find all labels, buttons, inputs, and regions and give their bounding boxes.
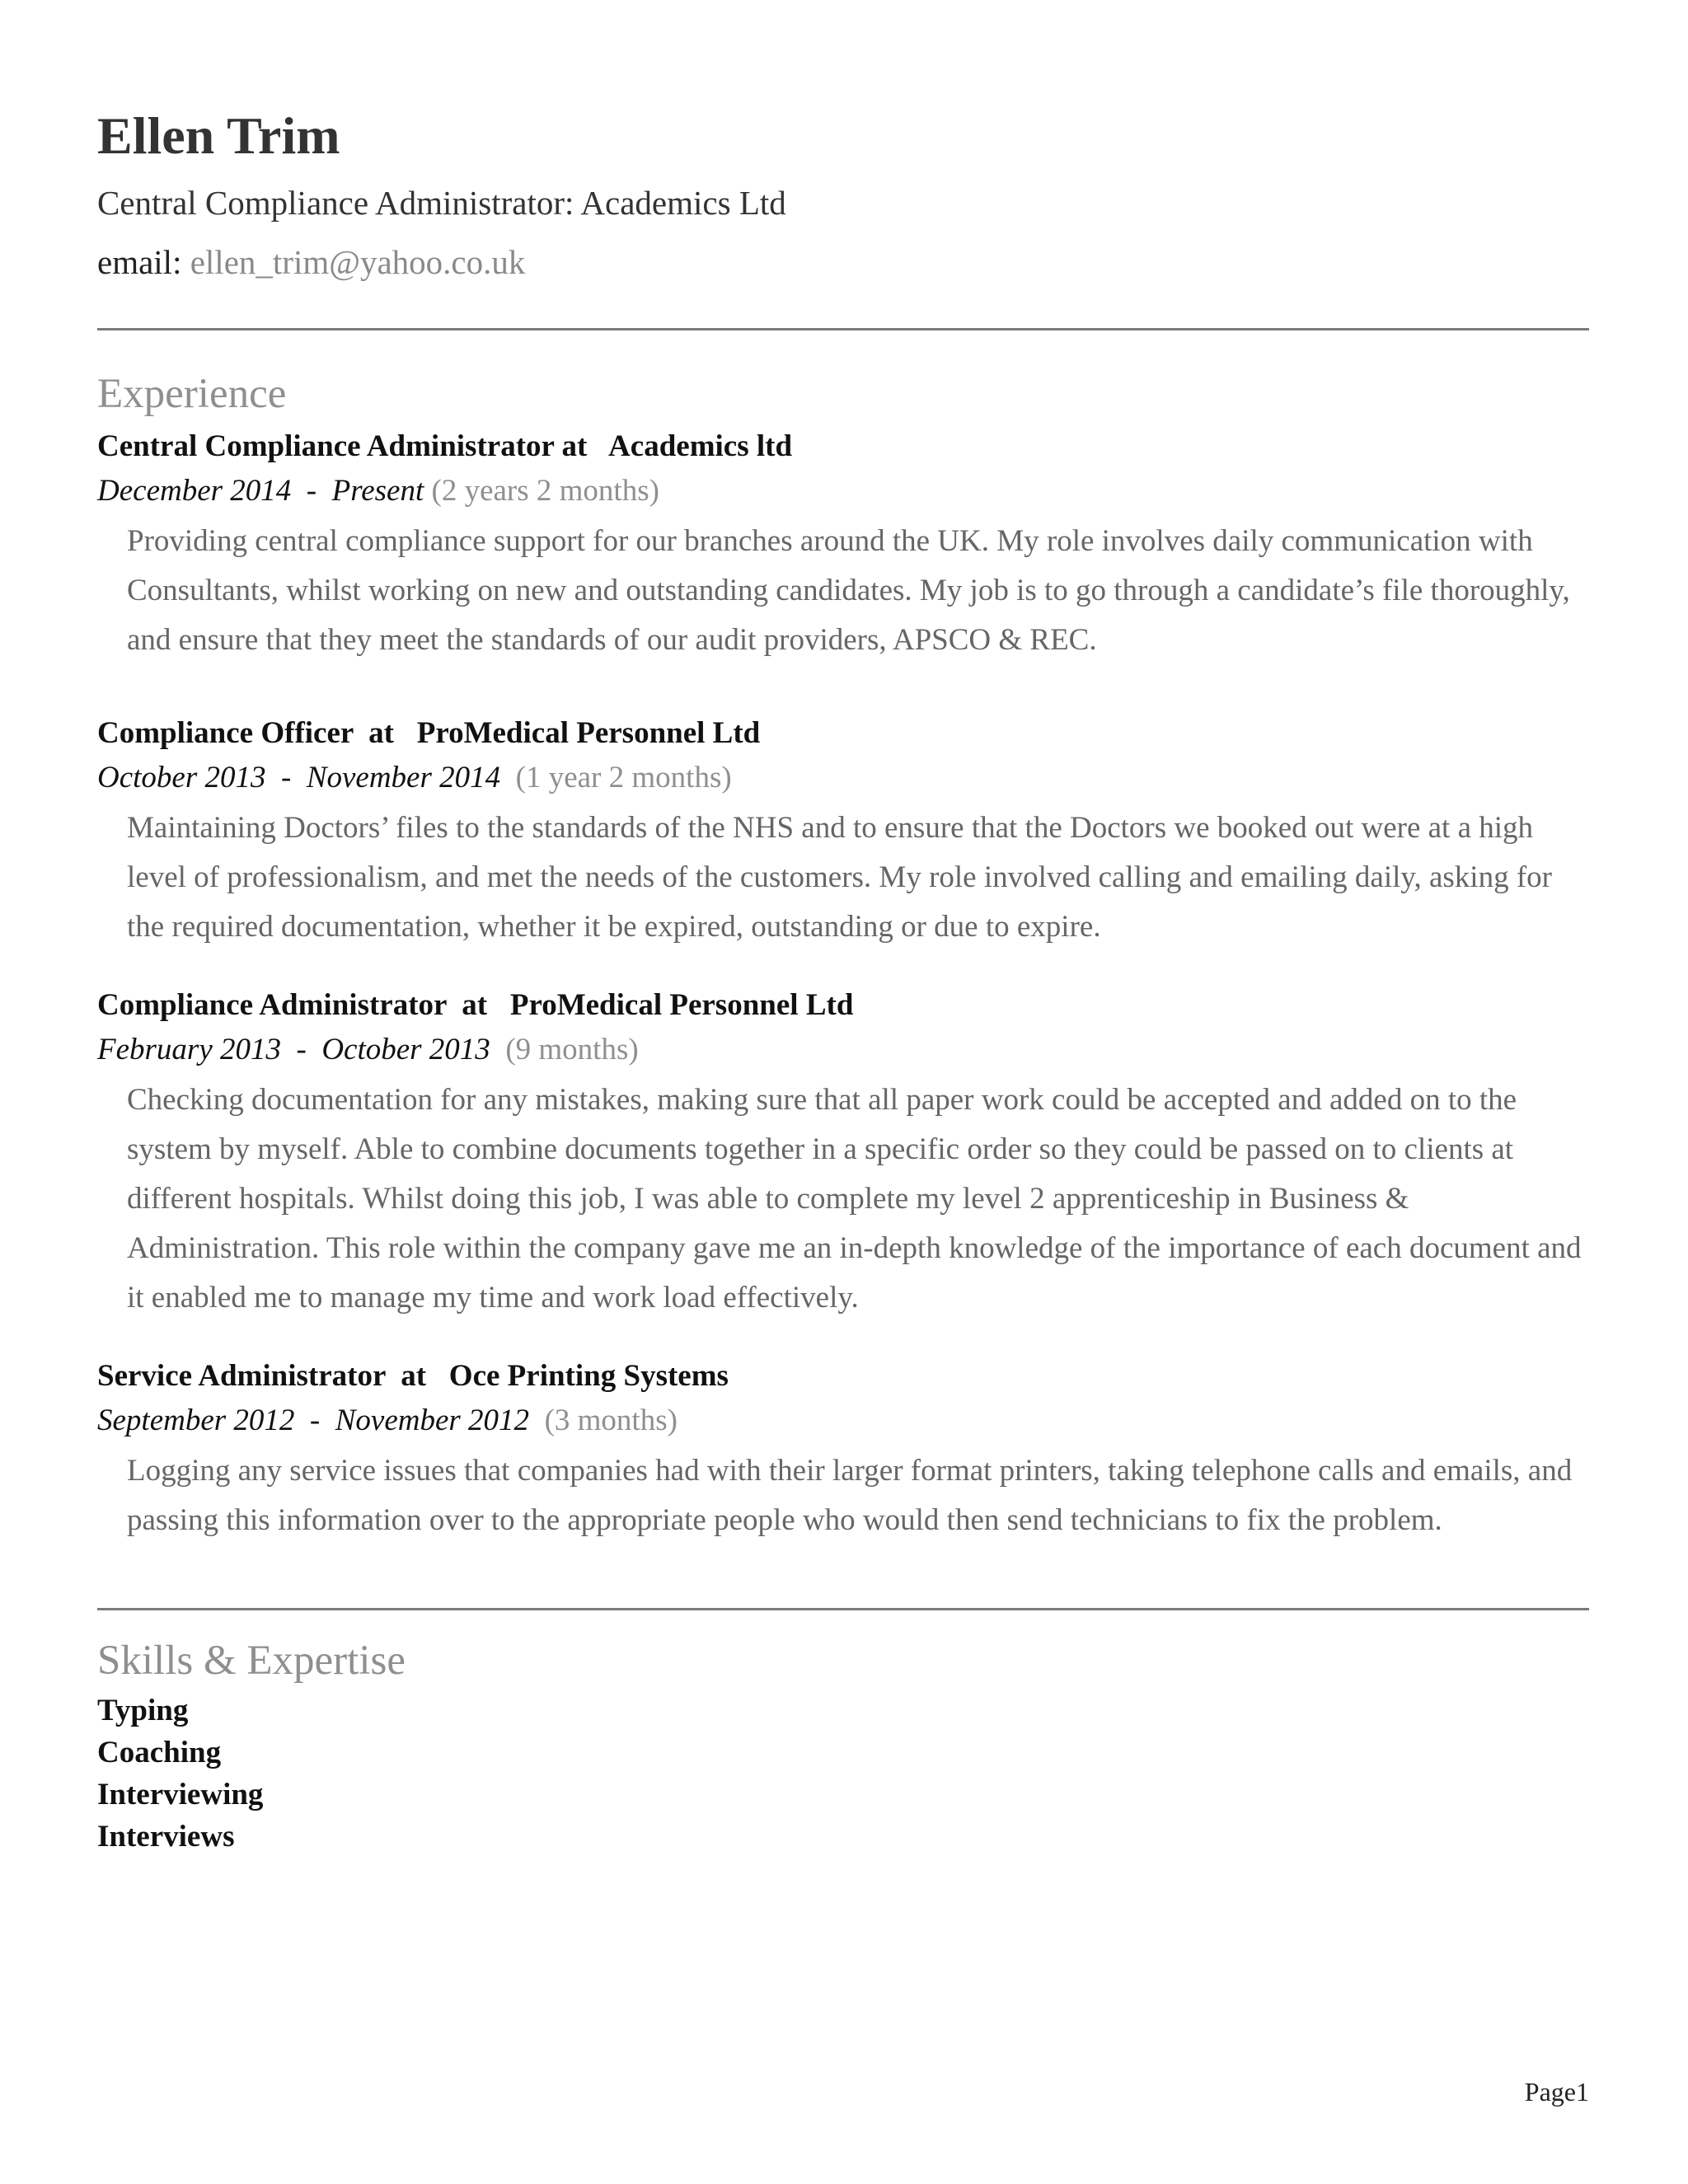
skill-item: Interviewing xyxy=(97,1778,264,1811)
job-description: Logging any service issues that companies had with their larger format printers, taking telephone calls and emails, and passing this information over to the appropriate people who would then send technicians to fix the problem. xyxy=(127,1454,1573,1537)
job-date-range: February 2013 - October 2013 xyxy=(97,1033,490,1066)
skill-item: Interviews xyxy=(97,1820,235,1854)
resume-page xyxy=(97,99,1589,1858)
job-duration: (2 years 2 months) xyxy=(431,474,659,508)
job-title: Central Compliance Administrator at Academics ltd xyxy=(97,429,793,463)
skills-heading: Skills & Expertise xyxy=(97,1638,406,1684)
job-dates xyxy=(97,1028,1589,1072)
job-entry xyxy=(97,424,1589,665)
page-number: Page1 xyxy=(1524,2077,1589,2107)
email-link[interactable]: ellen_trim@yahoo.co.uk xyxy=(190,243,526,281)
job-dates xyxy=(97,756,1589,800)
candidate-name: Ellen Trim xyxy=(97,106,340,165)
job-description: Providing central compliance support for our branches around the UK. My role involves daily communication with Consultants, whilst working on new and outstanding candidates. My job is to go through a candidate’s file thoroughly, and ensure that they meet the standards of our audit providers, APSCO & REC. xyxy=(127,524,1570,657)
job-description: Checking documentation for any mistakes, making sure that all paper work could be accepted and added on to the system by myself. Able to combine documents together in a specific order so they could be passed on to clients at different hospitals. Whilst doing this job, I was able to complete my level 2 apprenticeship in Business & Administration. This role within the company gave me an in-depth knowledge of the importance of each document and it enabled me to manage my time and work load effectively. xyxy=(127,1083,1582,1315)
job-duration: (3 months) xyxy=(544,1404,678,1437)
email-label: email: xyxy=(97,243,182,281)
candidate-headline: Central Compliance Administrator: Academics Ltd xyxy=(97,184,786,222)
job-entry xyxy=(97,711,1589,952)
skill-item: Coaching xyxy=(97,1736,222,1769)
job-entry xyxy=(97,1354,1589,1545)
job-description: Maintaining Doctors’ files to the standards of the NHS and to ensure that the Doctors we booked out were at a high level of professionalism, and met the needs of the customers. My role involved calling and emailing daily, asking for the required documentation, whether it be expired, outstanding or due to expire. xyxy=(127,811,1552,944)
job-date-range: October 2013 - November 2014 xyxy=(97,761,501,794)
job-dates xyxy=(97,469,1589,513)
job-title: Compliance Officer at ProMedical Personnel Ltd xyxy=(97,716,761,750)
section-divider xyxy=(97,1608,1589,1610)
job-entry xyxy=(97,983,1589,1323)
skill-item: Typing xyxy=(97,1694,189,1727)
email-line xyxy=(97,237,1589,287)
job-duration: (9 months) xyxy=(505,1033,639,1066)
experience-heading: Experience xyxy=(97,371,287,417)
job-title: Compliance Administrator at ProMedical Personnel Ltd xyxy=(97,988,854,1022)
job-date-range: December 2014 - Present xyxy=(97,474,424,508)
skills-list xyxy=(97,1690,1589,1858)
job-dates xyxy=(97,1399,1589,1443)
job-title: Service Administrator at Oce Printing Systems xyxy=(97,1359,729,1393)
job-duration: (1 year 2 months) xyxy=(515,761,732,794)
section-divider xyxy=(97,328,1589,330)
job-date-range: September 2012 - November 2012 xyxy=(97,1404,530,1437)
